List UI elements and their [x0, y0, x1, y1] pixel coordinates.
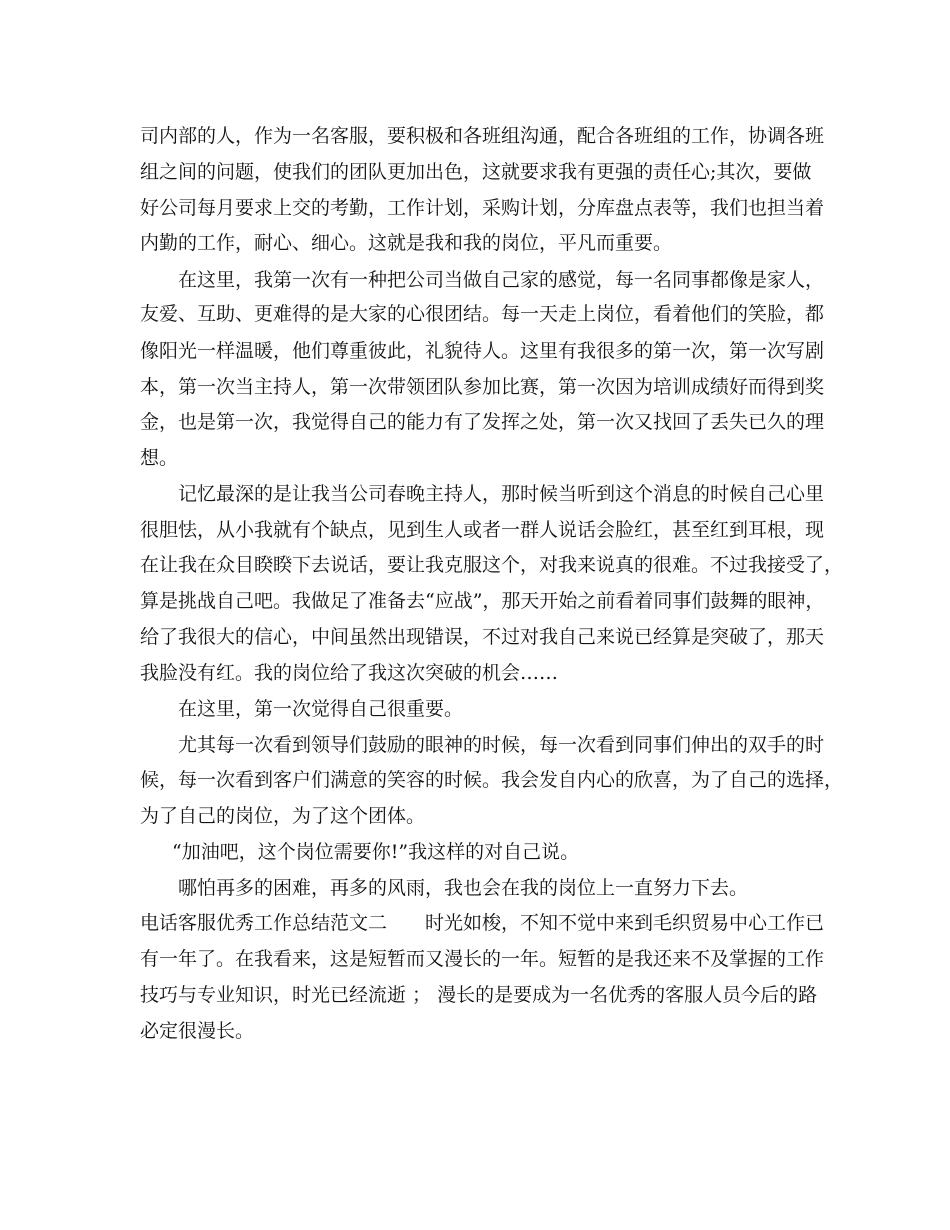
text-line: 金，也是第一次，我觉得自己的能力有了发挥之处，第一次又找回了丢失已久的理: [140, 411, 825, 433]
text-line: 像阳光一样温暖，他们尊重彼此，礼貌待人。这里有我很多的第一次，第一次写剧: [140, 340, 825, 362]
text-line: 组之间的问题，使我们的团队更加出色，这就要求我有更强的责任心;其次，要做: [140, 161, 812, 183]
text-line: 司内部的人，作为一名客服，要积极和各班组沟通，配合各班组的工作，协调各班: [140, 125, 825, 147]
paragraph-start-line: 哪怕再多的困难，再多的风雨，我也会在我的岗位上一直努力下去。: [178, 877, 749, 899]
text-line: 我脸没有红。我的岗位给了我这次突破的机会……: [140, 662, 559, 684]
paragraph-start-line: 在这里，第一次觉得自己很重要。: [178, 698, 464, 720]
text-line: 内勤的工作，耐心、细心。这就是我和我的岗位，平凡而重要。: [140, 232, 673, 254]
text-line: 很胆怯，从小我就有个缺点，见到生人或者一群人说话会脸红，甚至红到耳根，现: [140, 519, 825, 541]
paragraph-start-line: 在这里，我第一次有一种把公司当做自己家的感觉，每一名同事都像是家人，: [178, 269, 825, 291]
text-line: 算是挑战自己吧。我做足了准备去“应战”，那天开始之前看着同事们鼓舞的眼神，: [140, 590, 825, 612]
section-title-line: 电话客服优秀工作总结范文二 时光如梭，不知不觉中来到毛织贸易中心工作已: [140, 912, 825, 934]
text-line: 好公司每月要求上交的考勤，工作计划，采购计划，分库盘点表等，我们也担当着: [140, 197, 825, 219]
text-line: 技巧与专业知识，时光已经流逝 ； 漫长的是要成为一名优秀的客服人员今后的路: [140, 984, 818, 1006]
paragraph-start-line: “加油吧，这个岗位需要你!”我这样的对自己说。: [172, 841, 580, 863]
text-line: 有一年了。在我看来，这是短暂而又漫长的一年。短暂的是我还来不及掌握的工作: [140, 948, 825, 970]
text-line: 候，每一次看到客户们满意的笑容的时候。我会发自内心的欣喜，为了自己的选择，: [140, 769, 844, 791]
text-line: 在让我在众目睽睽下去说话，要让我克服这个，对我来说真的很难。不过我接受了，: [140, 554, 844, 576]
paragraph-start-line: 记忆最深的是让我当公司春晚主持人，那时候当听到这个消息的时候自己心里: [178, 483, 825, 505]
text-line: 友爱、互助、更难得的是大家的心很团结。每一天走上岗位，看着他们的笑脸，都: [140, 303, 825, 325]
text-line: 想。: [140, 447, 179, 469]
text-line: 给了我很大的信心，中间虽然出现错误，不过对我自己来说已经算是突破了，那天: [140, 626, 825, 648]
text-line: 为了自己的岗位，为了这个团体。: [140, 805, 426, 827]
text-line: 必定很漫长。: [140, 1020, 255, 1042]
paragraph-start-line: 尤其每一次看到领导们鼓励的眼神的时候，每一次看到同事们伸出的双手的时: [178, 734, 825, 756]
text-line: 本，第一次当主持人，第一次带领团队参加比赛，第一次因为培训成绩好而得到奖: [140, 376, 825, 398]
